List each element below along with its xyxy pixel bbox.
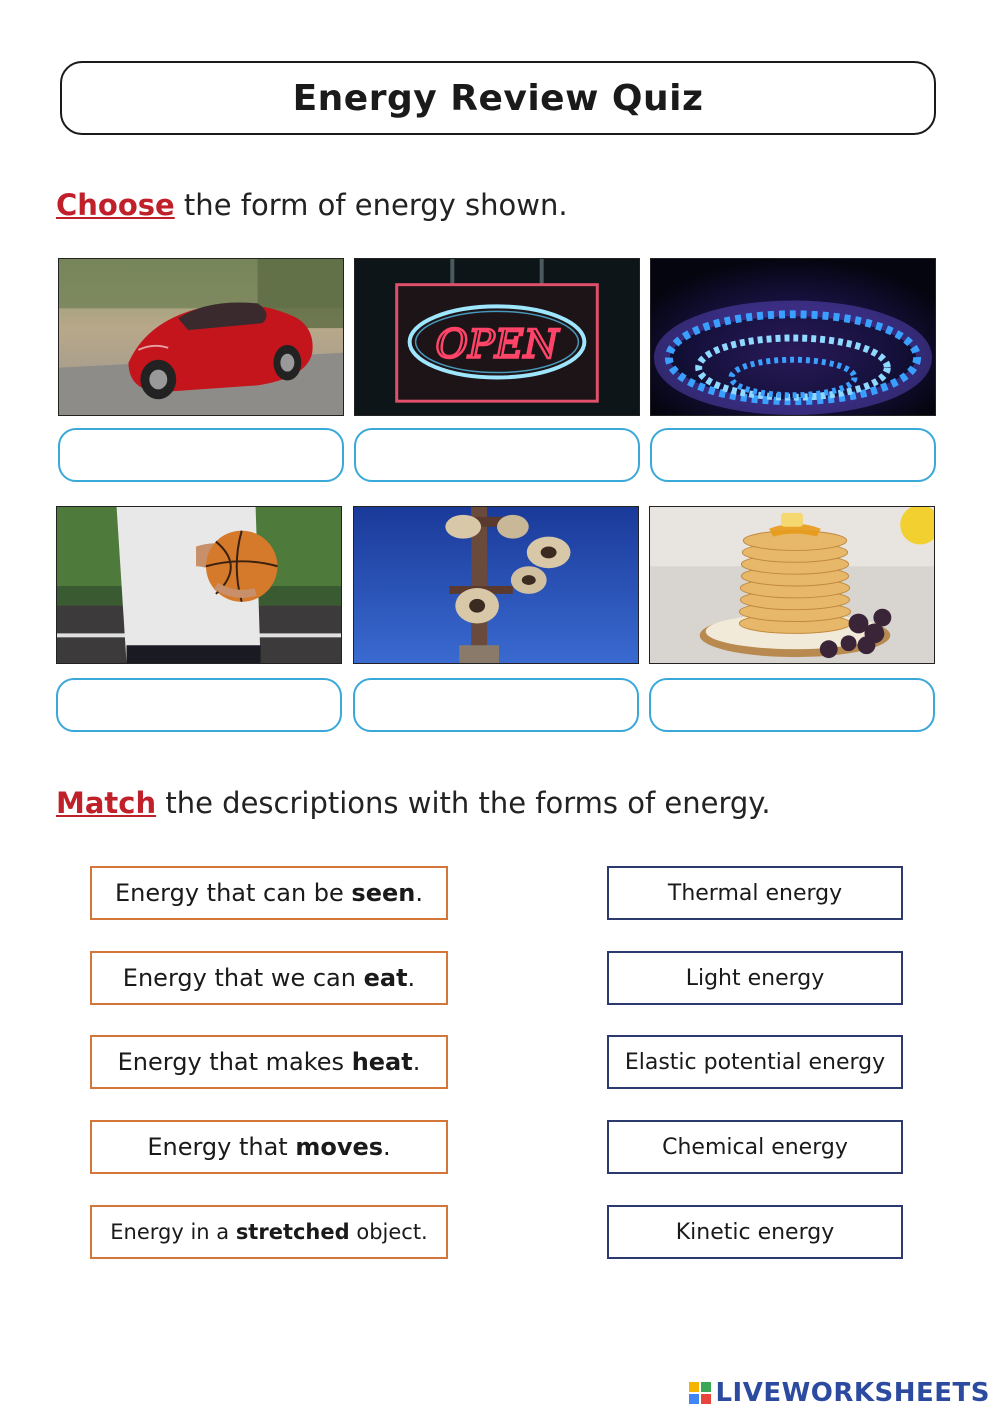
description-text: .	[383, 1133, 391, 1161]
description-text: .	[415, 879, 423, 907]
description-eat[interactable]	[90, 951, 448, 1005]
open-neon-sign-photo	[354, 258, 640, 416]
description-heat[interactable]	[90, 1035, 448, 1089]
option-chemical-energy[interactable]: Chemical energy	[607, 1120, 903, 1174]
answer-input-basketball[interactable]	[56, 678, 342, 732]
instruction-text: the descriptions with the forms of energy.	[156, 786, 771, 820]
description-text: Energy that can be	[115, 879, 352, 907]
answer-input-pancakes[interactable]	[649, 678, 935, 732]
instruction-choose	[56, 188, 568, 222]
description-seen[interactable]	[90, 866, 448, 920]
description-keyword: moves	[295, 1133, 384, 1161]
option-thermal-energy[interactable]: Thermal energy	[607, 866, 903, 920]
description-moves[interactable]	[90, 1120, 448, 1174]
red-car-photo	[58, 258, 344, 416]
option-light-energy[interactable]: Light energy	[607, 951, 903, 1005]
answer-input-loudspeakers[interactable]	[353, 678, 639, 732]
description-text: Energy that makes	[117, 1048, 352, 1076]
logo-square	[701, 1394, 711, 1404]
basketball-photo	[56, 506, 342, 664]
logo-square	[689, 1394, 699, 1404]
pancakes-photo	[649, 506, 935, 664]
instruction-match	[56, 786, 771, 820]
option-elastic-potential-energy[interactable]: Elastic potential energy	[607, 1035, 903, 1089]
description-keyword: stretched	[235, 1220, 350, 1244]
instruction-keyword: Choose	[56, 188, 175, 222]
description-text: Energy that	[147, 1133, 296, 1161]
instruction-keyword: Match	[56, 786, 157, 820]
description-text: .	[412, 1048, 421, 1076]
description-text: .	[407, 964, 416, 992]
answer-input-neon-sign[interactable]	[354, 428, 640, 482]
instruction-text: the form of energy shown.	[174, 188, 568, 222]
liveworksheets-brand: LIVEWORKSHEETS	[715, 1378, 990, 1408]
description-text: Energy that we can	[122, 964, 364, 992]
loudspeakers-photo	[353, 506, 639, 664]
gas-flame-photo	[650, 258, 936, 416]
answer-input-car[interactable]	[58, 428, 344, 482]
liveworksheets-logo	[689, 1378, 990, 1408]
logo-square	[689, 1382, 699, 1392]
option-kinetic-energy[interactable]: Kinetic energy	[607, 1205, 903, 1259]
logo-square	[701, 1382, 711, 1392]
description-keyword: eat	[363, 964, 408, 992]
quiz-title: Energy Review Quiz	[60, 61, 936, 135]
description-text: object.	[349, 1220, 428, 1244]
svg-text:OPEN: OPEN	[435, 321, 559, 368]
description-keyword: heat	[351, 1048, 413, 1076]
description-keyword: seen	[351, 879, 416, 907]
description-stretched[interactable]	[90, 1205, 448, 1259]
answer-input-gas-flame[interactable]	[650, 428, 936, 482]
description-text: Energy in a	[110, 1220, 236, 1244]
liveworksheets-logo-icon	[689, 1382, 711, 1404]
